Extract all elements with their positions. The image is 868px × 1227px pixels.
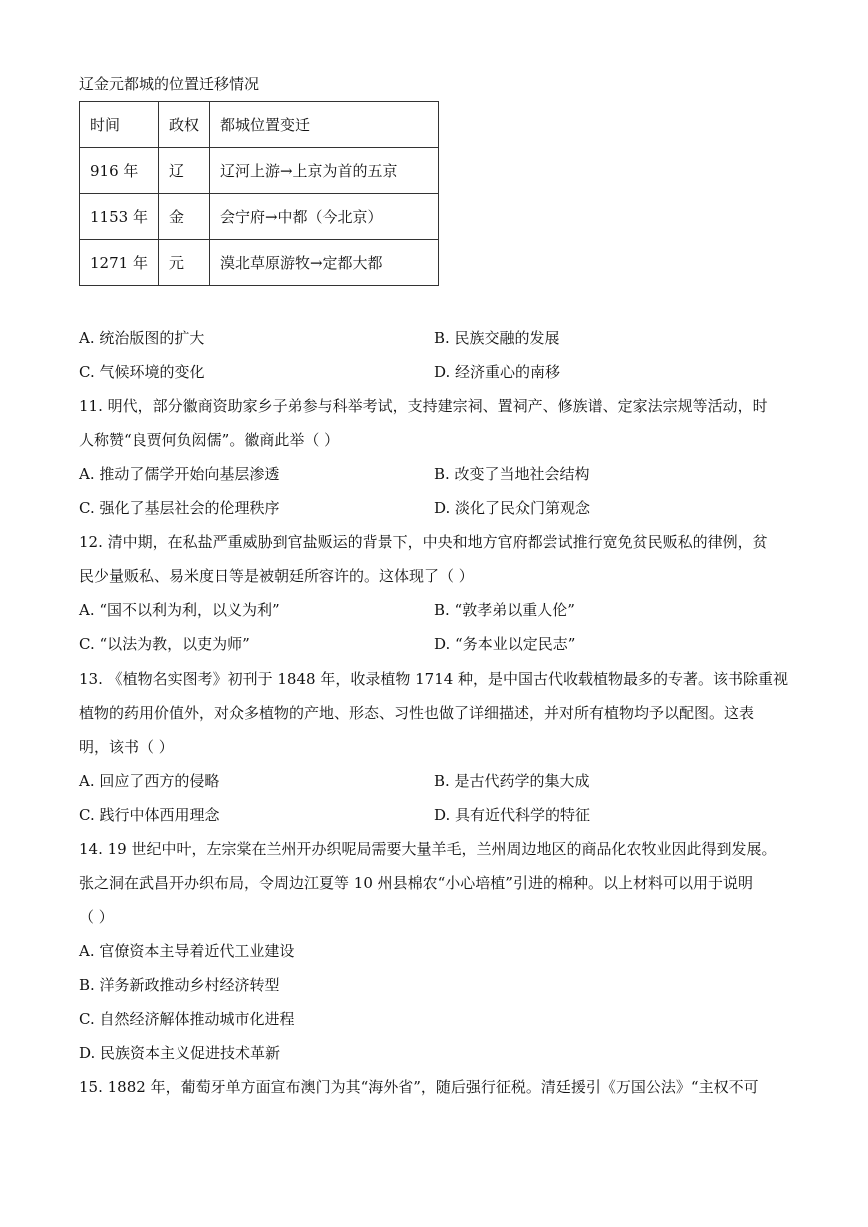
table-header-row (80, 102, 439, 148)
table-cell: 辽河上游→上京为首的五京 (209, 148, 438, 194)
q12-option-b: B. “敦孝弟以重人伦” (434, 601, 575, 619)
q12-option-d: D. “务本业以定民志” (434, 635, 576, 653)
table-cell: 金 (158, 194, 209, 240)
header-cell-capital-change: 都城位置变迁 (209, 102, 438, 148)
q11-option-b: B. 改变了当地社会结构 (434, 465, 590, 483)
table-cell: 1153 年 (80, 194, 159, 240)
q14-stem-line: 张之洞在武昌开办织布局，令周边江夏等 10 州县棉农“小心培植”引进的棉种。以上材料可以用于说明 (79, 874, 753, 892)
table-row (80, 148, 439, 194)
q13-option-a: A. 回应了西方的侵略 (79, 772, 220, 790)
q11-option-d: D. 淡化了民众门第观念 (434, 499, 591, 517)
q11-stem-line: 11. 明代，部分徽商资助家乡子弟参与科举考试，支持建宗祠、置祠产、修族谱、定家法宗规等活动，时 (79, 397, 768, 415)
q14-stem-line: （ ） (79, 908, 114, 926)
q14-option-a: A. 官僚资本主导着近代工业建设 (79, 942, 295, 960)
table-cell: 元 (158, 240, 209, 286)
q10-option-b: B. 民族交融的发展 (434, 329, 560, 347)
table-cell: 会宁府→中都（今北京） (209, 194, 438, 240)
header-cell-time: 时间 (80, 102, 159, 148)
header-cell-regime: 政权 (158, 102, 209, 148)
table-row (80, 194, 439, 240)
q14-option-d: D. 民族资本主义促进技术革新 (79, 1044, 281, 1062)
q13-stem-line: 明，该书（ ） (79, 738, 174, 756)
q14-option-c: C. 自然经济解体推动城市化进程 (79, 1010, 295, 1028)
q14-stem-line: 14. 19 世纪中叶，左宗棠在兰州开办织呢局需要大量羊毛，兰州周边地区的商品化农牧业因此得到发展。 (79, 840, 777, 858)
table-row (80, 240, 439, 286)
q12-stem-line: 民少量贩私、易米度日等是被朝廷所容许的。这体现了（ ） (79, 567, 474, 585)
table-cell: 辽 (158, 148, 209, 194)
q15-stem-line: 15. 1882 年，葡萄牙单方面宣布澳门为其“海外省”，随后强行征税。清廷援引《万国公法》“主权不可 (79, 1078, 759, 1096)
q10-option-a: A. 统治版图的扩大 (79, 329, 205, 347)
q13-stem-line: 13. 《植物名实图考》初刊于 1848 年，收录植物 1714 种，是中国古代收载植物最多的专著。该书除重视 (79, 670, 789, 688)
q10-option-c: C. 气候环境的变化 (79, 363, 205, 381)
q13-option-d: D. 具有近代科学的特征 (434, 806, 591, 824)
q11-stem-line: 人称赞“良贾何负闳儒”。徽商此举（ ） (79, 431, 340, 449)
q10-option-d: D. 经济重心的南移 (434, 363, 561, 381)
capital-migration-table (79, 101, 439, 286)
q12-option-c: C. “以法为教，以吏为师” (79, 635, 250, 653)
q13-option-c: C. 践行中体西用理念 (79, 806, 220, 824)
q11-option-a: A. 推动了儒学开始向基层渗透 (79, 465, 280, 483)
table-caption: 辽金元都城的位置迁移情况 (79, 75, 260, 93)
q14-option-b: B. 洋务新政推动乡村经济转型 (79, 976, 280, 994)
q13-option-b: B. 是古代药学的集大成 (434, 772, 590, 790)
table-cell: 漠北草原游牧→定都大都 (209, 240, 438, 286)
table-cell: 1271 年 (80, 240, 159, 286)
table-cell: 916 年 (80, 148, 159, 194)
q13-stem-line: 植物的药用价值外，对众多植物的产地、形态、习性也做了详细描述，并对所有植物均予以配图。这表 (79, 704, 755, 722)
q11-option-c: C. 强化了基层社会的伦理秩序 (79, 499, 280, 517)
q12-stem-line: 12. 清中期，在私盐严重威胁到官盐贩运的背景下，中央和地方官府都尝试推行宽免贫民贩私的律例，贫 (79, 533, 768, 551)
q12-option-a: A. “国不以利为利，以义为利” (79, 601, 280, 619)
